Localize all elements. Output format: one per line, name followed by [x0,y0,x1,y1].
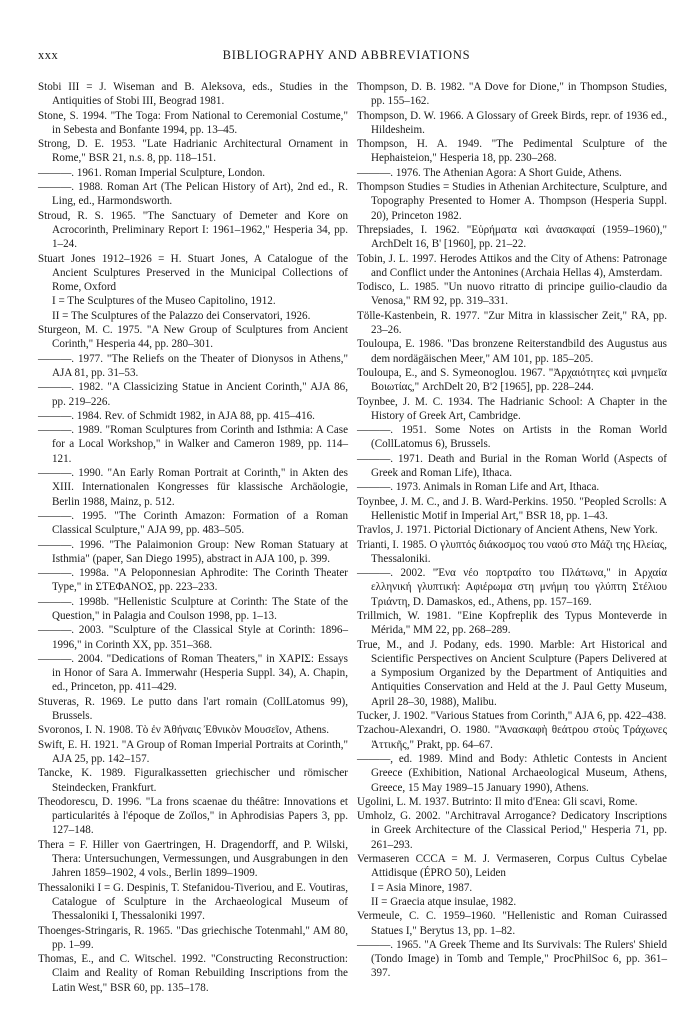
bibliography-entry: ———. 2004. "Dedications of Roman Theaters," in ΧΑΡΙΣ: Essays in Honor of Sara A. Immerwahr (Hesperia Suppl. 34), A. Chapin, ed., Princeton, pp. 411–429. [38,652,348,694]
bibliography-entry: Tölle-Kastenbein, R. 1977. "Zur Mitra in klassischer Zeit," RA, pp. 23–26. [357,309,667,337]
bibliography-subentry: I = The Sculptures of the Museo Capitolino, 1912. [52,295,276,308]
left-column [38,80,348,995]
running-head: BIBLIOGRAPHY AND ABBREVIATIONS [222,48,471,62]
bibliography-entry: Stone, S. 1994. "The Toga: From National to Ceremonial Costume," in Sebesta and Bonfante 1994, pp. 13–45. [38,109,348,136]
bibliography-subentry: II = Graecia atque insulae, 1982. [371,895,517,908]
page-header [38,48,655,66]
bibliography-entry: ———. 1998a. "A Peloponnesian Aphrodite: The Corinth Theater Type," in ΣΤΕΦΑΝΟΣ, pp. 223–233. [38,567,348,594]
bibliography-entry: Theodorescu, D. 1996. "La frons scaenae du théâtre: Innovations et particularités à l'époque de Zoïlos," in Aphrodisias Papers 3, pp. 127–148. [38,795,348,837]
bibliography-entry: ———. 2003. "Sculpture of the Classical Style at Corinth: 1896–1996," in Corinth XX, pp. 351–368. [38,624,348,651]
bibliography-entry: Thompson, H. A. 1949. "The Pedimental Sculpture of the Hephaisteion," Hesperia 18, pp. 230–268. [357,138,667,165]
bibliography-entry: Tzachou-Alexandri, O. 1980. "Ἀνασκαφὴ θεάτρου στοὺς Τράχωνες Ἀττικῆς," Prakt, pp. 64–67. [357,724,667,751]
bibliography-entry: Thessaloniki I = G. Despinis, T. Stefanidou-Tiveriou, and E. Voutiras, Catalogue of Sculpture in the Archaeological Museum of Thessaloniki I, Thessaloniki 1997. [38,881,348,923]
bibliography-entry: Todisco, L. 1985. "Un nuovo ritratto di principe guilio-claudio da Venosa," RM 92, pp. 319–331. [357,281,667,308]
bibliography-entry: Swift, E. H. 1921. "A Group of Roman Imperial Portraits at Corinth," AJA 25, pp. 142–157. [38,738,348,765]
bibliography-entry: Tobin, J. L. 1997. Herodes Attikos and the City of Athens: Patronage and Conflict under the Antonines (Archaia Hellas 4), Amsterdam. [357,252,667,279]
bibliography-entry: ———. 1973. Animals in Roman Life and Art, Ithaca. [357,481,600,494]
bibliography-entry: Trianti, I. 1985. Ο γλυπτός διάκοσμος του ναού στο Μάζι της Ηλείας, Thessaloniki. [357,538,667,565]
bibliography-entry: Strong, D. E. 1953. "Late Hadrianic Architectural Ornament in Rome," BSR 21, n.s. 8, pp. 118–151. [38,138,348,165]
page-number: xxx [38,48,59,62]
bibliography-entry: Thoenges-Stringaris, R. 1965. "Das griechische Totenmahl," AM 80, pp. 1–99. [38,924,348,951]
right-column [357,80,667,981]
bibliography-entry: ———. 1984. Rev. of Schmidt 1982, in AJA 88, pp. 415–416. [38,409,315,422]
bibliography-entry: Tancke, K. 1989. Figuralkassetten griechischer und römischer Steindecken, Frankfurt. [38,767,348,794]
bibliography-subentry: I = Asia Minore, 1987. [371,881,473,894]
bibliography-entry: ———. 1988. Roman Art (The Pelican History of Art), 2nd ed., R. Ling, ed., Harmondsworth. [38,181,348,208]
bibliography-entry: ———. 1951. Some Notes on Artists in the Roman World (CollLatomus 6), Brussels. [357,424,667,451]
bibliography-entry: Stobi III = J. Wiseman and B. Aleksova, eds., Studies in the Antiquities of Stobi III, Beograd 1981. [38,81,348,108]
bibliography-entry: Ugolini, L. M. 1937. Butrinto: Il mito d'Enea: Gli scavi, Rome. [357,795,638,808]
bibliography-entry: ———. 1989. "Roman Sculptures from Corinth and Isthmia: A Case for a Local Workshop," in Walker and Cameron 1989, pp. 114–121. [38,424,348,465]
bibliography-entry: ———. 1996. "The Palaimonion Group: New Roman Statuary at Isthmia" (paper, San Diego 1995), abstract in AJA 100, p. 399. [38,538,348,565]
bibliography-entry: Thompson Studies = Studies in Athenian Architecture, Sculpture, and Topography Presented to Homer A. Thompson (Hesperia Suppl. 20), Princeton 1982. [357,181,667,222]
bibliography-entry: ———. 1976. The Athenian Agora: A Short Guide, Athens. [357,166,622,179]
bibliography-entry: Stuart Jones 1912–1926 = H. Stuart Jones, A Catalogue of the Ancient Sculptures Preserved in the Municipal Collections of Rome, Oxford [38,252,348,294]
bibliography-entry: Toynbee, J. M. C., and J. B. Ward-Perkins. 1950. "Peopled Scrolls: A Hellenistic Motif in Imperial Art," BSR 18, pp. 1–43. [357,495,667,522]
bibliography-entry: ———. 1982. "A Classicizing Statue in Ancient Corinth," AJA 86, pp. 219–226. [38,381,348,408]
bibliography-entry: ———. 1990. "An Early Roman Portrait at Corinth," in Akten des XIII. Internationalen Kongresses für klassische Archäologie, Berlin 1988, Mainz, p. 512. [38,467,348,508]
bibliography-entry: Thompson, D. B. 1982. "A Dove for Dione," in Thompson Studies, pp. 155–162. [357,81,667,108]
bibliography-entry: Thompson, D. W. 1966. A Glossary of Greek Birds, repr. of 1936 ed., Hildesheim. [357,109,667,136]
bibliography-entry: True, M., and J. Podany, eds. 1990. Marble: Art Historical and Scientific Perspectives on Ancient Sculpture (Papers Delivered at a Symposium Organized by the Department of Antiquities and Antiquities Conservation and Held at the J. Paul Getty Museum, April 28–30, 1988), Malibu. [357,638,667,708]
bibliography-entry: Touloupa, E., and S. Symeonoglou. 1967. "Ἀρχαιότητες καὶ μνημεῖα Βοιωτίας," ArchDelt 20, B'2 [1965], pp. 228–244. [357,366,667,394]
bibliography-entry: Travlos, J. 1971. Pictorial Dictionary of Ancient Athens, New York. [357,524,658,537]
bibliography-entry: ———. 1998b. "Hellenistic Sculpture at Corinth: The State of the Question," in Palagia and Coulson 1998, pp. 1–13. [38,595,348,622]
bibliography-entry: Trillmich, W. 1981. "Eine Kopfreplik des Typus Monteverde in Mérida," MM 22, pp. 268–289. [357,609,667,637]
bibliography-entry: Touloupa, E. 1986. "Das bronzene Reiterstandbild des Augustus aus dem nordägäischen Meer," AM 101, pp. 185–205. [357,338,667,365]
bibliography-entry: Stroud, R. S. 1965. "The Sanctuary of Demeter and Kore on Acrocorinth, Preliminary Report I: 1961–1962," Hesperia 34, pp. 1–24. [38,209,348,251]
bibliography-entry: ———. 1965. "A Greek Theme and Its Survivals: The Rulers' Shield (Tondo Image) in Tomb and Temple," ProcPhilSoc 6, pp. 361–397. [357,938,667,980]
bibliography-entry: Vermaseren CCCA = M. J. Vermaseren, Corpus Cultus Cybelae Attidisque (ÉPRO 50), Leiden [357,853,667,880]
bibliography-entry: Thera = F. Hiller von Gaertringen, H. Dragendorff, and P. Wilski, Thera: Untersuchungen, Vermessungen, und Ausgrabungen in den Jahren 1859–1902, 4 vols., Berlin 1899–1909. [38,838,348,880]
bibliography-entry: Sturgeon, M. C. 1975. "A New Group of Sculptures from Ancient Corinth," Hesperia 44, pp. 280–301. [38,324,348,351]
bibliography-entry: Vermeule, C. C. 1959–1960. "Hellenistic and Roman Cuirassed Statues I," Berytus 13, pp. 1–82. [357,910,667,937]
bibliography-entry: ———. 2002. "Ένα νέο πορτραίτο του Πλάτωνα," in Αρχαία ελληνική γλυπτική: Αφιέρωμα στη μνήμη του γλύπτη Στέλιου Τριάντη, D. Damaskos, ed., Athens, pp. 157–169. [357,567,667,608]
bibliography-entry: Svoronos, I. N. 1908. Τὸ ἐν Ἀθήναις Ἐθνικὸν Μουσεῖον, Athens. [38,724,330,737]
bibliography-entry: Tucker, J. 1902. "Various Statues from Corinth," AJA 6, pp. 422–438. [357,710,667,723]
bibliography-entry: Thomas, E., and C. Witschel. 1992. "Constructing Reconstruction: Claim and Reality of Roman Rebuilding Inscriptions from the Latin West," BSR 60, pp. 135–178. [38,953,348,994]
bibliography-entry: Threpsiades, I. 1962. "Εὑρήματα καὶ ἀνασκαφαί (1959–1960)," ArchDelt 16, B' [1960], pp. 21–22. [357,223,667,251]
bibliography-entry: ———. 1995. "The Corinth Amazon: Formation of a Roman Classical Sculpture," AJA 99, pp. 483–505. [38,509,348,537]
bibliography-subentry: II = The Sculptures of the Palazzo dei Conservatori, 1926. [52,309,311,322]
bibliography-entry: Umholz, G. 2002. "Architraval Arrogance? Dedicatory Inscriptions in Greek Architecture of the Classical Period," Hesperia 71, pp. 261–293. [357,810,667,851]
bibliography-entry: Stuveras, R. 1969. Le putto dans l'art romain (CollLatomus 99), Brussels. [38,695,348,723]
bibliography-entry: ———. 1977. "The Reliefs on the Theater of Dionysos in Athens," AJA 81, pp. 31–53. [38,352,348,379]
bibliography-entry: ———. 1961. Roman Imperial Sculpture, London. [38,166,266,179]
bibliography-entry: ———. 1971. Death and Burial in the Roman World (Aspects of Greek and Roman Life), Ithaca. [357,452,667,480]
bibliography-entry: Toynbee, J. M. C. 1934. The Hadrianic School: A Chapter in the History of Greek Art, Cambridge. [357,395,667,422]
bibliography-entry: ———, ed. 1989. Mind and Body: Athletic Contests in Ancient Greece (Exhibition, National Archaeological Museum, Athens, Greece, 15 May 1989–15 January 1990), Athens. [357,752,667,794]
